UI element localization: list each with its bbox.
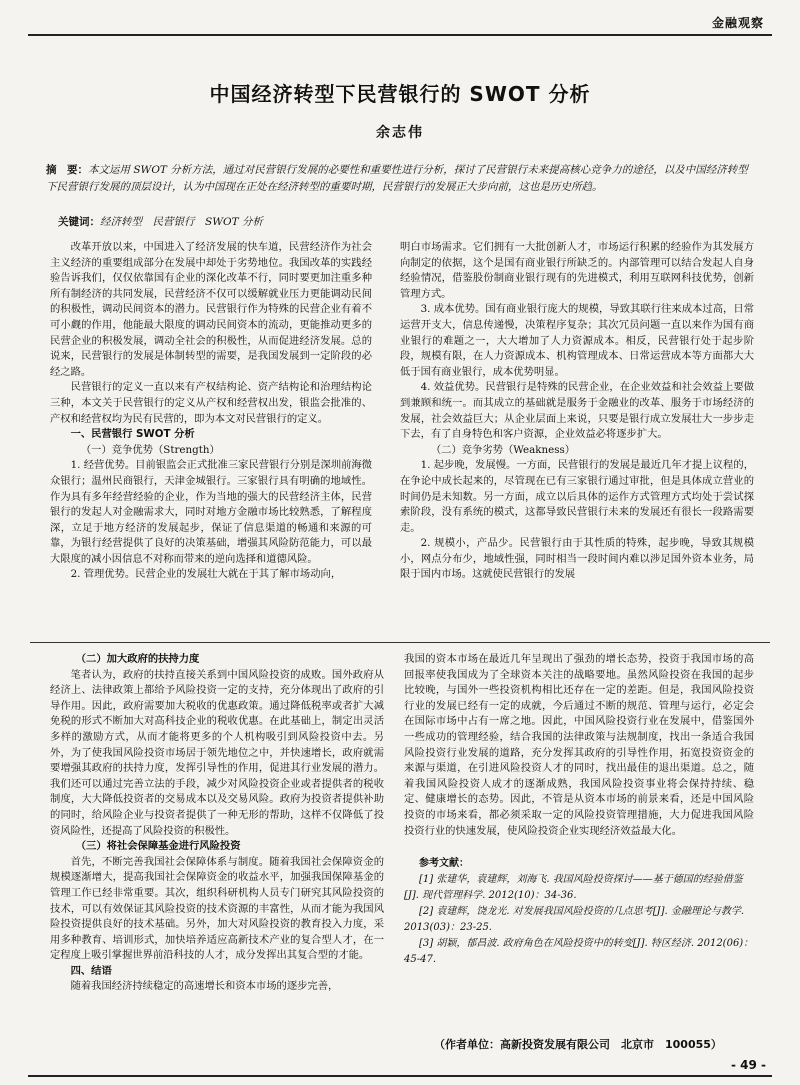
paragraph: 1. 经营优势。目前银监会正式批准三家民营银行分别是深圳前海微众银行；温州民商银行，天津金城银行。三家银行具有明确的地域性。作为具有多年经营经验的企业，作为当地的强大的民营经济主体，民营银行的发起人对金融需求大，同时对地方金融市场比较熟悉，了解程度深，立足于地方经济的发展起步，保证了信息渠道的畅通和来源的可靠，为银行经营提供了良好的决策基础，增强其风险防范能力，可以最大限度的减小因信息不对称而带来的逆向选择和道德风险。 <box>50 459 372 565</box>
keywords-text: 经济转型 民营银行 SWOT 分析 <box>100 216 263 228</box>
paragraph: 改革开放以来，中国进入了经济发展的快车道，民营经济作为社会主义经济的重要组成部分在发展中却处于劣势地位。我国改革的实践经验告诉我们，仅仅依靠国有企业的深化改革不行，同时要更加注重多种所有制经济的共同发展，民营经济不仅可以缓解就业压力更能调动民间的积极性，调动民间资本的潜力。民营银行作为特殊的民营企业有着不可小觑的作用，他能最大限度的调动民间资本的流动，更能推动更多的民营企业的积极发展，调动全社会的积极性，从而促进经济发展。总的说来，民营银行的发展是体制转型的需要，是我国发展到一定阶段的必经之路。 <box>50 241 372 378</box>
paragraph: 明白市场需求。它们拥有一大批创新人才，市场运行积累的经验作为其发展方向制定的依据，这个是国有商业银行所缺乏的。内部管理可以结合发起人自身经验情况，借鉴股份制商业银行现有的先进模式，利用互联网科技优势，创新管理方式。 <box>400 241 754 300</box>
paragraph: 笔者认为，政府的扶持直接关系到中国风险投资的成败。国外政府从经济上、法律政策上都给予风险投资一定的支持，充分体现出了政府的引导作用。因此，政府需要加大税收的优惠政策。通过降低税率或者扩大减免税的形式不断加大对高科技企业的税收优惠。在此基础上，制定出灵活多样的激励方式，从而才能将更多的个人机构吸引到风险投资中去。另外，为了使我国风险投资市场居于领先地位之中，并快速增长，政府就需要增强其政府的扶持力度，发挥引导性的作用，促进其行业发展的潜力。我们还可以通过完善立法的手段，减少对风险投资企业或者提供者的税收制度，大大降低投资者的交易成本以及交易风险。政府为投资者提供补助的同时，给风险企业与投资者提供了一种无形的帮助，这样不仅降低了投资风险性，还提高了风险投资的积极性。 <box>50 668 384 837</box>
article-title: 中国经济转型下民营银行的 SWOT 分析 <box>209 82 591 106</box>
paragraph: 随着我国经济持续稳定的高速增长和资本市场的逐步完善， <box>70 980 339 993</box>
section-heading: （二）竞争劣势（Weakness） <box>430 443 576 456</box>
abstract-text: 本文运用 SWOT 分析方法，通过对民营银行发展的必要性和重要性进行分析，探讨了民营银行未来提高核心竞争力的途径，以及中国经济转型下民营银行发展的顶层设计，认为中国现在正处在经济转型的重要时期，民营银行的发展正大步向前，这也是历史所趋。 <box>46 164 748 193</box>
column-bottom-left <box>50 652 384 1042</box>
paragraph: 2. 管理优势。民营企业的发展壮大就在于其了解市场动向， <box>70 568 342 581</box>
paragraph: 民营银行的定义一直以来有产权结构论、资产结构论和治理结构论三种，本文关于民营银行的定义从产权和经营权出发，银监会批准的、产权和经营权均为民有民营的，即为本文对民营银行的定义。 <box>50 381 372 425</box>
reference-item: [1] 张建华，袁建辉，刘海飞. 我国风险投资探讨——基于德国的经验借鉴[J]. 现代管理科学. 2012(10)：34-36. <box>404 874 743 901</box>
section-heading: （三）将社会保障基金进行风险投资 <box>75 840 241 853</box>
column-top-right <box>400 240 754 636</box>
keywords-label: 关键词： <box>58 216 100 228</box>
abstract-label: 摘 要： <box>46 164 88 176</box>
section-heading: （二）加大政府的扶持力度 <box>75 653 200 665</box>
column-top-left <box>50 240 372 636</box>
paragraph: 我国的资本市场在最近几年呈现出了强劲的增长态势，投资于我国市场的高回报率使我国成为了全球资本关注的战略要地。虽然风险投资在我国的起步比较晚，与国外一些投资机构相比还存在一定的差距。但是，我国风险投资行业的发展已经有一定的成就，今后通过不断的规范、管理与运行，必定会在国际市场中占有一席之地。因此，中国风险投资行业在发展中，借鉴国外一些成功的管理经验，结合我国的法律政策与法规制度，找出一条适合我国风险投资行业发展的道路，充分发挥其政府的引导性作用，拓宽投资资金的来源与渠道，在引进风险投资人才的同时，找出最佳的退出渠道。总之，随着我国风险投资人成才的逐渐成熟，我国风险投资事业将会保持持续、稳定、健康增长的态势。因此，不管是从资本市场的前景来看，还是中国风险投资的市场来看，都必须采取一定的风险投资管理措施，大力促进我国风险投资行业的快速发展，使风险投资企业实现经济效益最大化。 <box>404 653 754 837</box>
footer-rule <box>28 1075 772 1077</box>
keywords <box>58 214 754 229</box>
header-rule <box>28 34 772 36</box>
paragraph: 1. 起步晚，发展慢。一方面，民营银行的发展是最近几年才提上议程的，在争论中成长起来的，尽管现在已有三家银行通过审批，但是具体成立营业的时间仍是未知数。另一方面，成立以后具体的运作方式管理方式均处于尝试探索阶段，没有系统的模式，这都导致民营银行未来的发展还有很长一段路需要走。 <box>400 459 754 534</box>
section-heading: （一）竞争优势（Strength） <box>80 443 220 456</box>
article-author: 余志伟 <box>376 125 424 141</box>
references-title: 参考文献： <box>419 858 469 869</box>
header-column-label: 金融观察 <box>711 16 764 30</box>
author-affiliation: （作者单位：高新投资发展有限公司 北京市 100055） <box>434 1038 722 1051</box>
paragraph: 3. 成本优势。国有商业银行庞大的规模，导致其联行往来成本过高，日常运营开支大，信息传递慢，决策程序复杂；其次冗员问题一直以来作为国有商业银行的难题之一，大大增加了人力资源成本。相反，民营银行处于起步阶段，规模有限，在人力资源成本、机构管理成本、日常运营成本等方面都大大低于国有商业银行，成本优势明显。 <box>400 303 754 378</box>
reference-item: [2] 袁建辉，饶龙光. 对发展我国风险投资的几点思考[J]. 金融理论与教学. 2013(03)：23-25. <box>404 906 745 933</box>
paragraph: 首先，不断完善我国社会保障体系与制度。随着我国社会保障资金的规模逐渐增大，提高我国社会保障资金的收益水平，加强我国保障基金的管理工作已经非常重要。其次，组织科研机构人员专门研究其风险投资的技术，可以有效保证其风险投资的技术资源的丰富性，从而才能为我国风险投资提供良好的技术基础。另外，加大对风险投资的教育投入力度，采用多种教育、培训形式，加快培养适应高新技术产业的复合型人才，在一定程度上吸引掌握世界前沿科技的人才，成分发挥出其复合型的才能。 <box>50 855 384 962</box>
section-heading: 一、民营银行 SWOT 分析 <box>70 428 195 441</box>
abstract <box>46 162 754 196</box>
column-bottom-right <box>404 652 754 852</box>
references <box>404 856 754 968</box>
paragraph: 2. 规模小，产品少。民营银行由于其性质的特殊，起步晚，导致其规模小，网点分布少，地域性强，同时相当一段时间内难以涉足国外资本业务，局限于国内市场。这就使民营银行的发展 <box>400 537 754 581</box>
section-divider <box>30 642 770 643</box>
page-number: - 49 - <box>730 1058 766 1072</box>
section-heading: 四、结语 <box>70 964 112 977</box>
paragraph: 4. 效益优势。民营银行是特殊的民营企业，在企业效益和社会效益上要做到兼顾和统一。而其成立的基础就是服务于金融业的改革、服务于市场经济的发展，社会效益巨大；从企业层面上来说，只要是银行成立发展壮大一步步走下去，有了自身特色和客户资源，企业效益必将逐步扩大。 <box>400 381 754 441</box>
reference-item: [3] 胡颖，郁昌波. 政府角色在风险投资中的转变[J]. 特区经济. 2012(06)：45-47. <box>404 938 754 965</box>
